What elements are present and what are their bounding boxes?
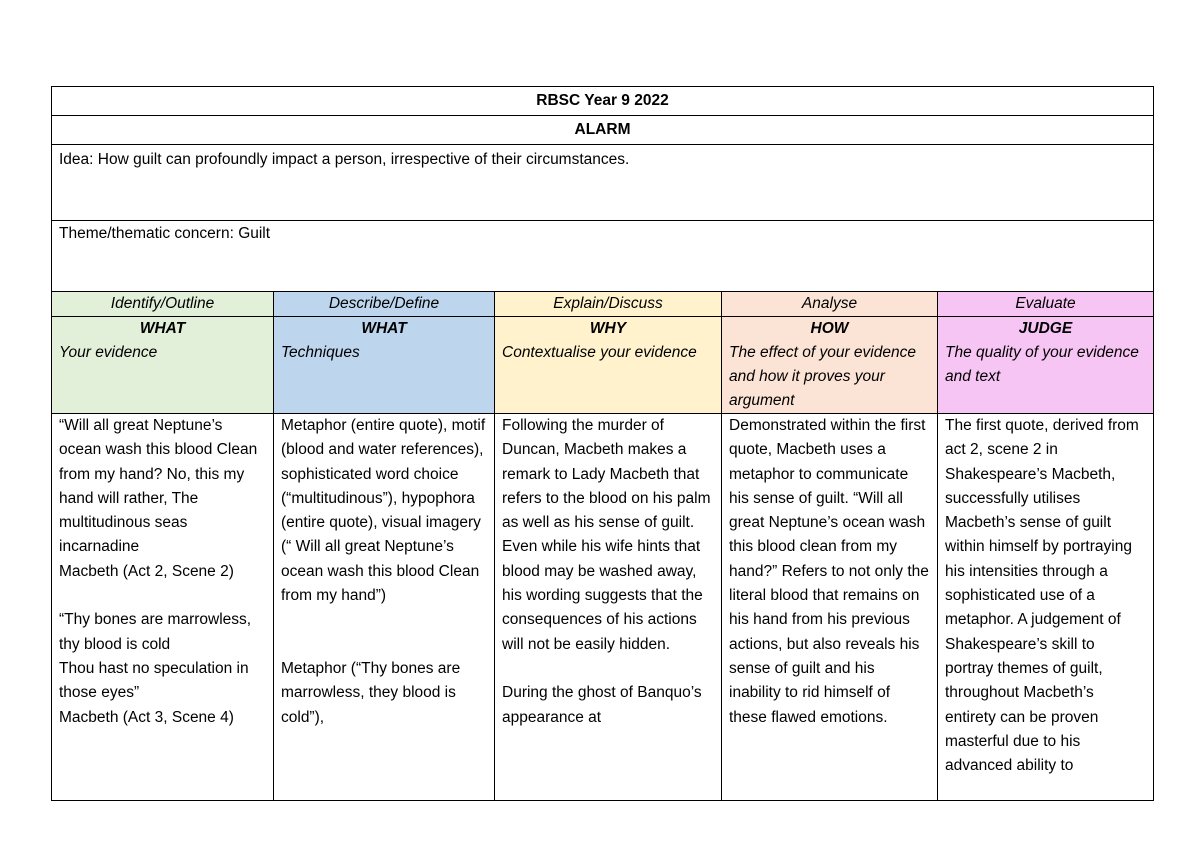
evaluation-cell (938, 414, 1154, 801)
analysis-text: Demonstrated within the first quote, Macbeth uses a metaphor to communicate his sense of guilt. “Will all great Neptune’s ocean wash this blood clean from my hand?” Refers to not only the literal blood that remains on his hand from his previous actions, but also reveals his sense of guilt and his inability to rid himself of these flawed emotions. (729, 417, 929, 726)
column-subheading-row (52, 317, 1154, 414)
idea-row (52, 145, 1154, 221)
evidence-quote-2-continued: Thou hast no speculation in those eyes” (59, 659, 249, 702)
evidence-cell (52, 414, 274, 801)
context-cell (495, 414, 722, 801)
column-heading-row (52, 292, 1154, 317)
subheading-cell-4 (722, 317, 938, 414)
heading-explain-discuss: Explain/Discuss (495, 292, 722, 317)
context-text-1: Following the murder of Duncan, Macbeth makes a remark to Lady Macbeth that refers to the blood on his palm as well as his sense of guilt. Even while his wife hints that blood may be washed away, his wording suggests that the consequences of his actions will not be easily hidden. (502, 417, 711, 653)
context-text-2: During the ghost of Banquo’s appearance at (502, 684, 702, 726)
theme-row (52, 221, 1154, 292)
subheading-title: JUDGE (1018, 320, 1073, 337)
analysis-cell (722, 414, 938, 801)
subheading-description: Your evidence (59, 344, 158, 361)
subheading-cell-2 (274, 317, 495, 414)
heading-describe-define: Describe/Define (274, 292, 495, 317)
subheading-description: The effect of your evidence and how it proves your argument (729, 344, 916, 409)
subheading-title: WHAT (139, 320, 186, 337)
subheading-title: WHAT (361, 320, 407, 337)
evidence-source-2: Macbeth (Act 3, Scene 4) (59, 708, 234, 726)
heading-identify-outline: Identify/Outline (52, 292, 274, 317)
content-row (52, 414, 1154, 801)
subheading-cell-5 (938, 317, 1154, 414)
idea-text: Idea: How guilt can profoundly impact a person, irrespective of their circumstances. (52, 145, 1154, 221)
subheading-description: The quality of your evidence and text (945, 344, 1139, 385)
subheading-title: WHY (589, 320, 627, 337)
theme-text: Theme/thematic concern: Guilt (52, 221, 1154, 292)
evidence-quote-1: “Will all great Neptune’s ocean wash this blood Clean from my hand? No, this my hand will rather, The multitudinous seas incarnadine (59, 417, 258, 556)
subheading-cell-3 (495, 317, 722, 414)
document-subtitle: ALARM (52, 116, 1154, 145)
evidence-quote-2: “Thy bones are marrowless, thy blood is cold (59, 611, 252, 653)
subheading-cell-1 (52, 317, 274, 414)
title-row (52, 87, 1154, 116)
document-title: RBSC Year 9 2022 (52, 87, 1154, 116)
evidence-source-1: Macbeth (Act 2, Scene 2) (59, 562, 234, 580)
alarm-table (51, 86, 1154, 801)
subheading-title: HOW (810, 320, 849, 337)
heading-analyse: Analyse (722, 292, 938, 317)
subheading-description: Contextualise your evidence (502, 344, 697, 361)
evaluation-text: The first quote, derived from act 2, scene 2 in Shakespeare’s Macbeth, successfully utilises Macbeth’s sense of guilt within himself by portraying his intensities through a sophisticated use of a metaphor. A judgement of Shakespeare’s skill to portray themes of guilt, throughout Macbeth’s entirety can be proven masterful due to his advanced ability to (945, 417, 1139, 775)
heading-evaluate: Evaluate (938, 292, 1154, 317)
techniques-text-1: Metaphor (entire quote), motif (blood and water references), sophisticated word choice (“multitudinous”), hypophora (entire quote), visual imagery (“ Will all great Neptune’s ocean wash this blood Clean from my hand”) (281, 417, 486, 605)
techniques-cell (274, 414, 495, 801)
subtitle-row (52, 116, 1154, 145)
techniques-text-2: Metaphor (“Thy bones are marrowless, they blood is cold”), (281, 659, 461, 726)
subheading-description: Techniques (281, 344, 360, 361)
